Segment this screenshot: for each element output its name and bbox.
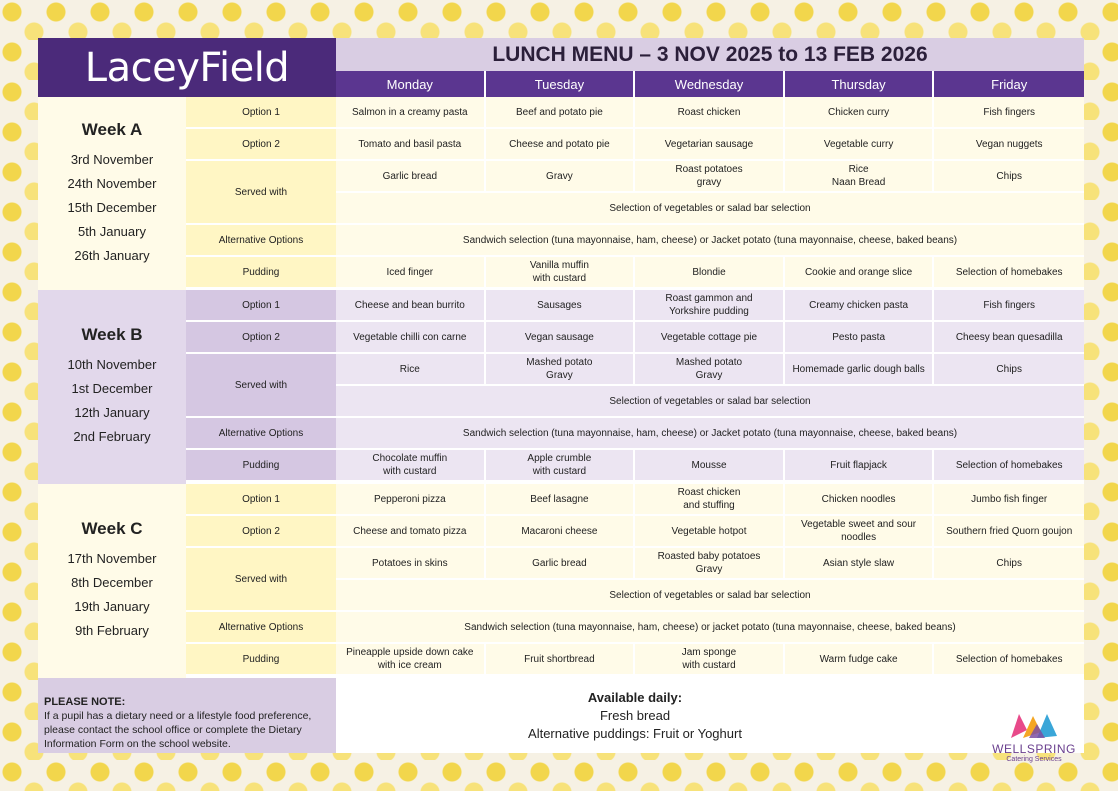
menu-cell-pudding-friday: Selection of homebakes: [934, 644, 1084, 676]
available-daily-title: Available daily:: [587, 689, 683, 705]
school-logo: [38, 38, 336, 97]
menu-row-alt: [186, 418, 1084, 450]
row-label-option1: Option 1: [186, 97, 336, 129]
menu-row-option2: [186, 322, 1084, 354]
row-label-option1: Option 1: [186, 484, 336, 516]
wellspring-name: WELLSPRING: [992, 742, 1076, 756]
day-header-monday: Monday: [336, 71, 486, 97]
menu-cell-option1-tuesday: Beef and potato pie: [486, 97, 636, 129]
row-label-option1: Option 1: [186, 290, 336, 322]
day-header-thursday: Thursday: [785, 71, 935, 97]
menu-row-alt: [186, 612, 1084, 644]
menu-cell-served-thursday: Asian style slaw: [785, 548, 935, 580]
menu-row-served: [186, 548, 1084, 612]
week-block-b: [38, 290, 1084, 484]
row-cells-pudding: [336, 644, 1084, 676]
menu-cell-option1-thursday: Chicken curry: [785, 97, 935, 129]
menu-cell-pudding-monday: Iced finger: [336, 257, 486, 289]
menu-cell-option2-tuesday: Vegan sausage: [486, 322, 636, 354]
menu-cell-served-friday: Chips: [934, 548, 1084, 580]
menu-cell-option1-wednesday: Roast gammon and Yorkshire pudding: [635, 290, 785, 322]
menu-cell-served-monday: Potatoes in skins: [336, 548, 486, 580]
week-title: Week C: [81, 519, 143, 538]
menu-cell-served-wednesday: Roast potatoes gravy: [635, 161, 785, 193]
row-cells-pudding: [336, 450, 1084, 482]
menu-row-option2: [186, 516, 1084, 548]
week-date: 24th November: [67, 176, 157, 191]
menu-cell-option1-wednesday: Roast chicken: [635, 97, 785, 129]
note-body: If a pupil has a dietary need or a lifestyle food preference, please contact the school office or complete the Dietary Information Form on the school website.: [44, 710, 312, 750]
week-date: 17th November: [67, 551, 157, 566]
week-date: 10th November: [67, 357, 157, 372]
menu-cell-option1-monday: Cheese and bean burrito: [336, 290, 486, 322]
week-block-a: [38, 97, 1084, 291]
vegetable-selection-cell: Selection of vegetables or salad bar selection: [336, 193, 1084, 225]
row-label-alt: Alternative Options: [186, 612, 336, 644]
wellspring-subtitle: Catering Services: [1006, 756, 1062, 763]
menu-cell-option2-tuesday: Cheese and potato pie: [486, 129, 636, 161]
week-label-column: [38, 97, 186, 291]
week-date: 8th December: [71, 575, 153, 590]
menu-row-option2: [186, 129, 1084, 161]
menu-cell-pudding-thursday: Cookie and orange slice: [785, 257, 935, 289]
menu-cell-pudding-wednesday: Jam sponge with custard: [635, 644, 785, 676]
menu-cell-pudding-wednesday: Mousse: [635, 450, 785, 482]
row-label-option2: Option 2: [186, 516, 336, 548]
menu-row-alt: [186, 225, 1084, 257]
row-label-pudding: Pudding: [186, 644, 336, 676]
row-cells-option1: [336, 97, 1084, 129]
menu-row-pudding: [186, 450, 1084, 482]
alternative-options-cell: Sandwich selection (tuna mayonnaise, ham, cheese) or Jacket potato (tuna mayonnaise, cheese, baked beans): [336, 418, 1084, 450]
week-date: 9th February: [75, 623, 149, 638]
row-cells-option2: [336, 516, 1084, 548]
day-header-row: [336, 71, 1084, 97]
menu-cell-served-tuesday: Mashed potato Gravy: [486, 354, 636, 386]
menu-cell-option1-thursday: Creamy chicken pasta: [785, 290, 935, 322]
menu-cell-option1-tuesday: Sausages: [486, 290, 636, 322]
menu-cell-option1-thursday: Chicken noodles: [785, 484, 935, 516]
menu-cell-served-thursday: Homemade garlic dough balls: [785, 354, 935, 386]
menu-cell-pudding-tuesday: Apple crumble with custard: [486, 450, 636, 482]
row-cells-option2: [336, 322, 1084, 354]
menu-cell-pudding-monday: Pineapple upside down cake with ice cream: [336, 644, 486, 676]
row-cells-option2: [336, 129, 1084, 161]
menu-row-option1: [186, 484, 1084, 516]
menu-cell-option2-wednesday: Vegetarian sausage: [635, 129, 785, 161]
menu-cell-option1-tuesday: Beef lasagne: [486, 484, 636, 516]
menu-cell-option2-wednesday: Vegetable hotpot: [635, 516, 785, 548]
alternative-options-cell: Sandwich selection (tuna mayonnaise, ham, cheese) or Jacket potato (tuna mayonnaise, cheese, baked beans): [336, 225, 1084, 257]
row-cells-option1: [336, 484, 1084, 516]
week-date: 3rd November: [70, 152, 154, 167]
note-title: PLEASE NOTE:: [44, 696, 126, 708]
week-label-column: [38, 484, 186, 678]
menu-cell-option1-monday: Salmon in a creamy pasta: [336, 97, 486, 129]
menu-row-pudding: [186, 257, 1084, 289]
row-label-option2: Option 2: [186, 129, 336, 161]
week-title: Week A: [81, 120, 143, 139]
row-label-served: Served with: [186, 548, 336, 612]
menu-cell-pudding-thursday: Warm fudge cake: [785, 644, 935, 676]
menu-cell-served-friday: Chips: [934, 161, 1084, 193]
please-note-box: [38, 678, 336, 753]
menu-cell-served-tuesday: Garlic bread: [486, 548, 636, 580]
menu-cell-option2-wednesday: Vegetable cottage pie: [635, 322, 785, 354]
row-label-alt: Alternative Options: [186, 418, 336, 450]
menu-cell-option1-friday: Fish fingers: [934, 97, 1084, 129]
menu-cell-served-wednesday: Roasted baby potatoes Gravy: [635, 548, 785, 580]
menu-cell-option1-monday: Pepperoni pizza: [336, 484, 486, 516]
row-label-served: Served with: [186, 354, 336, 418]
menu-cell-served-friday: Chips: [934, 354, 1084, 386]
available-fresh-bread: Fresh bread: [599, 707, 671, 723]
week-label-column: [38, 290, 186, 484]
week-date: 12th January: [74, 405, 150, 420]
vegetable-selection-cell: Selection of vegetables or salad bar selection: [336, 386, 1084, 418]
row-label-alt: Alternative Options: [186, 225, 336, 257]
menu-cell-pudding-thursday: Fruit flapjack: [785, 450, 935, 482]
wellspring-mark-icon: [1009, 710, 1059, 740]
menu-cell-pudding-friday: Selection of homebakes: [934, 257, 1084, 289]
wellspring-logo: [980, 710, 1088, 780]
menu-cell-option2-friday: Southern fried Quorn goujon: [934, 516, 1084, 548]
served-with-group: [336, 161, 1084, 225]
menu-cell-served-tuesday: Gravy: [486, 161, 636, 193]
menu-cell-served-monday: Rice: [336, 354, 486, 386]
menu-cell-pudding-tuesday: Vanilla muffin with custard: [486, 257, 636, 289]
week-date: 2nd February: [73, 429, 151, 444]
day-header-wednesday: Wednesday: [635, 71, 785, 97]
menu-row-pudding: [186, 644, 1084, 676]
menu-cell-option2-thursday: Vegetable sweet and sour noodles: [785, 516, 935, 548]
menu-sheet: [38, 38, 1084, 753]
week-block-c: [38, 484, 1084, 678]
row-cells-pudding: [336, 257, 1084, 289]
menu-cell-option2-friday: Cheesy bean quesadilla: [934, 322, 1084, 354]
row-label-served: Served with: [186, 161, 336, 225]
week-date: 19th January: [74, 599, 150, 614]
menu-cell-option2-thursday: Pesto pasta: [785, 322, 935, 354]
row-cells-served: [336, 161, 1084, 193]
row-label-pudding: Pudding: [186, 450, 336, 482]
day-header-friday: Friday: [934, 71, 1084, 97]
menu-row-served: [186, 354, 1084, 418]
menu-row-served: [186, 161, 1084, 225]
menu-cell-pudding-wednesday: Blondie: [635, 257, 785, 289]
vegetable-selection-cell: Selection of vegetables or salad bar selection: [336, 580, 1084, 612]
menu-cell-pudding-friday: Selection of homebakes: [934, 450, 1084, 482]
title-bar: [336, 38, 1084, 71]
alternative-options-cell: Sandwich selection (tuna mayonnaise, ham, cheese) or jacket potato (tuna mayonnaise, cheese, baked beans): [336, 612, 1084, 644]
week-date: 15th December: [67, 200, 157, 215]
served-with-group: [336, 548, 1084, 612]
week-date: 5th January: [78, 224, 146, 239]
menu-cell-option1-wednesday: Roast chicken and stuffing: [635, 484, 785, 516]
menu-cell-served-wednesday: Mashed potato Gravy: [635, 354, 785, 386]
menu-cell-pudding-tuesday: Fruit shortbread: [486, 644, 636, 676]
school-logo-text: LaceyField: [84, 44, 290, 91]
menu-cell-option2-monday: Cheese and tomato pizza: [336, 516, 486, 548]
served-with-group: [336, 354, 1084, 418]
available-alt-puddings: Alternative puddings: Fruit or Yoghurt: [528, 725, 742, 741]
row-cells-option1: [336, 290, 1084, 322]
menu-cell-option1-friday: Fish fingers: [934, 290, 1084, 322]
available-daily-box: [336, 678, 934, 753]
menu-cell-option2-tuesday: Macaroni cheese: [486, 516, 636, 548]
row-label-pudding: Pudding: [186, 257, 336, 289]
row-cells-served: [336, 354, 1084, 386]
menu-cell-served-monday: Garlic bread: [336, 161, 486, 193]
menu-row-option1: [186, 290, 1084, 322]
week-title: Week B: [81, 325, 143, 344]
page-title: LUNCH MENU – 3 NOV 2025 to 13 FEB 2026: [492, 42, 928, 66]
menu-cell-option1-friday: Jumbo fish finger: [934, 484, 1084, 516]
row-label-option2: Option 2: [186, 322, 336, 354]
menu-cell-served-thursday: Rice Naan Bread: [785, 161, 935, 193]
day-header-tuesday: Tuesday: [486, 71, 636, 97]
week-date: 1st December: [71, 381, 153, 396]
menu-row-option1: [186, 97, 1084, 129]
menu-cell-option2-friday: Vegan nuggets: [934, 129, 1084, 161]
week-date: 26th January: [74, 248, 150, 263]
menu-cell-pudding-monday: Chocolate muffin with custard: [336, 450, 486, 482]
row-cells-served: [336, 548, 1084, 580]
menu-cell-option2-monday: Tomato and basil pasta: [336, 129, 486, 161]
menu-cell-option2-monday: Vegetable chilli con carne: [336, 322, 486, 354]
menu-cell-option2-thursday: Vegetable curry: [785, 129, 935, 161]
